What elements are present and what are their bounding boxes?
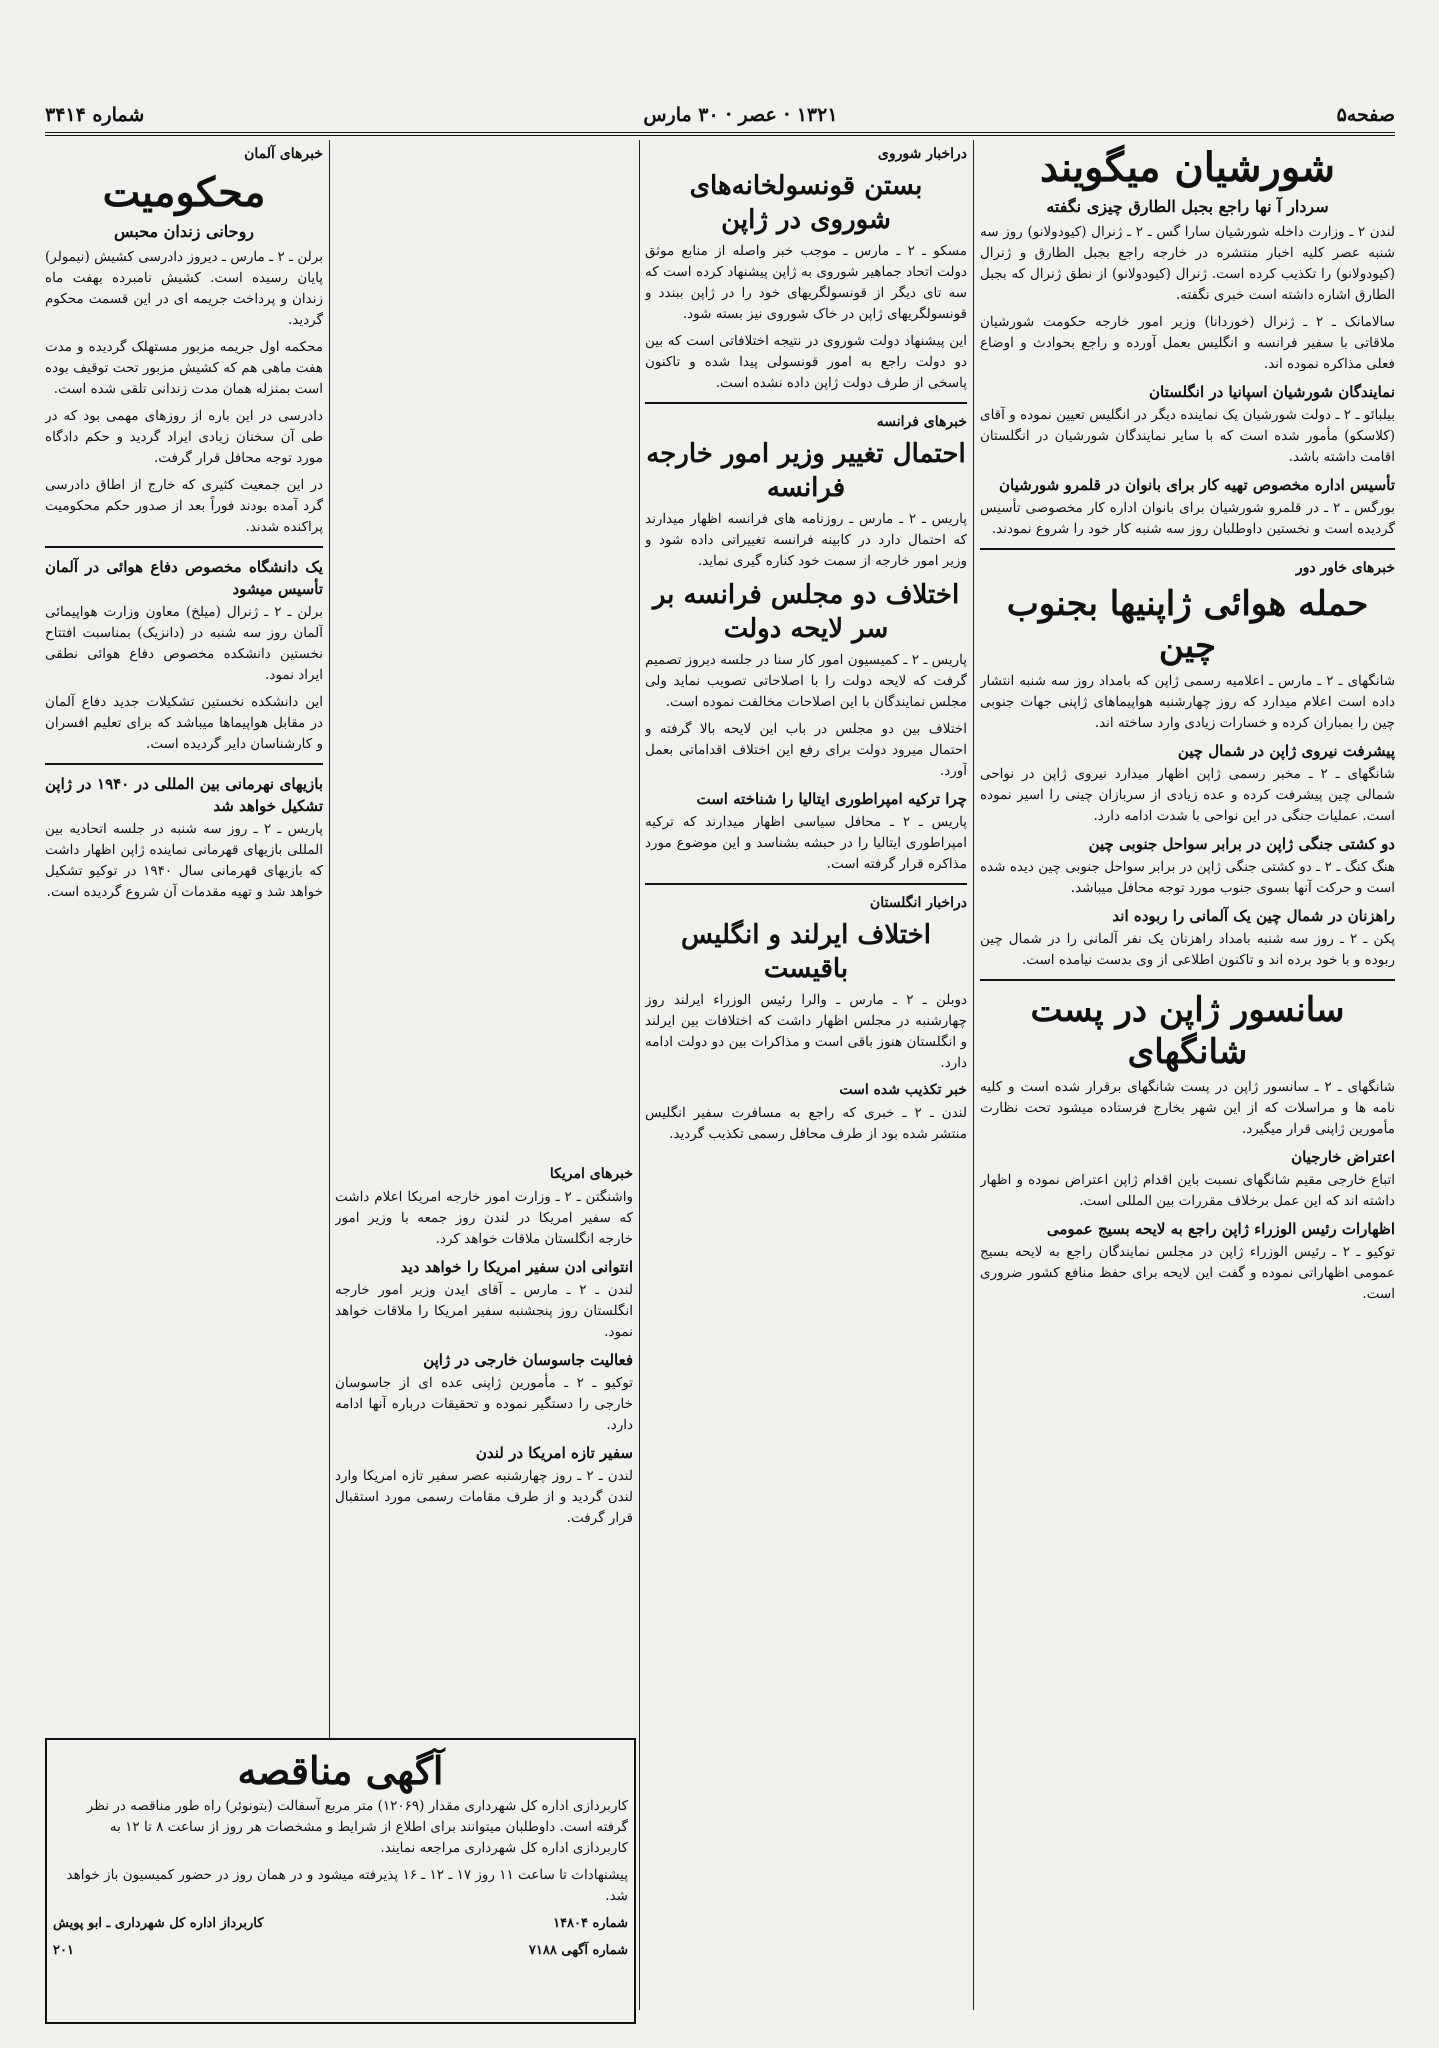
subhead-office: تأسیس اداره مخصوص تهیه کار برای بانوان در قلمرو شورشیان <box>998 476 1395 494</box>
section-rule <box>45 546 323 548</box>
masthead <box>45 98 1395 136</box>
subhead-games-1940: بازیهای نهرمانی بین المللی در ۱۹۴۰ در ژاپن تشکیل خواهد شد <box>45 775 323 815</box>
subhead-protest: اعتراض خارجیان <box>1291 1148 1395 1166</box>
headline-ireland: اختلاف ایرلند و انگلیس باقیست <box>681 920 931 984</box>
headline-france-parliament: اختلاف دو مجلس فرانسه بر سر لایحه دولت <box>652 580 960 644</box>
article-text: لندن ۲ ـ وزارت داخله شورشیان سارا گس ـ ۲ ـ ژنرال (کیودولانو) روز سه شنبه عصر کلیه اخبار منتشره در خارجه راجع بجبل الطارق و ژنرال (کیودولانو) را تکذیب کرده است. ژنرال (کیودولانو) از نطق ژنرال که بجبل الطارق اشاره داشته است خبری نگفته. <box>980 224 1395 303</box>
headline-turkey-italy: چرا ترکیه امپراطوری ایتالیا را شناخته است <box>696 790 967 808</box>
headline-rebels: شورشیان میگویند <box>1039 144 1336 191</box>
article-text: دوبلن ـ ۲ ـ مارس ـ والرا رئیس الوزراء ایرلند روز چهارشنبه در مجلس اظهار داشت که اختلافات بین ایرلند و انگلستان هنوز باقی است و مذاکرات بین دو دولت ادامه دارد. <box>645 992 967 1071</box>
article-text: توکیو ـ ۲ ـ مأمورین ژاپنی عده ای از جاسوسان خارجی را دستگیر نموده و تحقیقات درباره آنها ادامه دارد. <box>335 1375 633 1433</box>
article-text: شانگهای ـ ۲ ـ مارس ـ اعلامیه رسمی ژاپن که بامداد روز سه شنبه انتشار داده است اعلام میدارد که روز چهارشنبه هواپیماهای ژاپنی جهات جنوبی چین را بمباران کرده و خسارات زیادی وارد ساخته اند. <box>980 673 1395 731</box>
article-text: دادرسی در این باره از روزهای مهمی بود که در طی آن سخنان زیادی ایراد گردید و حکم دادگاه مورد توجه محافل قرار گرفت. <box>45 408 323 466</box>
column-4 <box>45 140 323 2010</box>
article-text: بیلبائو ـ ۲ ـ دولت شورشیان یک نماینده دیگر در انگلیس تعیین نموده و آقای (کلاسکو) مأمور شده است که با سایر نمایندگان شورشیان در انگلستان اقامت داشته باشد. <box>980 407 1395 465</box>
ad-number: شماره ۱۴۸۰۴ <box>553 1916 628 1931</box>
headline-censorship: سانسور ژاپن در پست شانگهای <box>1030 990 1345 1072</box>
subhead-eden: انتوانی ادن سفیر امریکا را خواهد دید <box>400 1258 633 1276</box>
section-rule <box>645 402 967 404</box>
ad-footer <box>53 1913 628 1934</box>
article-text: واشنگتن ـ ۲ ـ وزارت امور خارجه امریکا اعلام داشت که سفیر امریکا در لندن روز جمعه با وزیر امور خارجه انگلستان ملاقات خواهد کرد. <box>335 1189 633 1247</box>
article-text: برلن ـ ۲ ـ مارس ـ دیروز دادرسی کشیش (نیمولر) پایان رسیده است. کشیش نامبرده بهفت ماه زندان و پرداخت جریمه ای در این قسمت محکوم گردید. <box>45 249 323 328</box>
article-text: شانگهای ـ ۲ ـ سانسور ژاپن در پست شانگهای برقرار شده است و کلیه نامه ها و مراسلات که از این شهر بخارج فرستاده میشود تحت نظارت مأمورین ژاپنی قرار میگیرد. <box>980 1079 1395 1137</box>
section-rule <box>980 548 1395 550</box>
subhead-bandits: راهزنان در شمال چین یک آلمانی را ربوده اند <box>1112 907 1395 925</box>
section-rule <box>45 763 323 765</box>
section-kicker: خبرهای خاور دور <box>1295 560 1395 576</box>
page-number: صفحه۵ <box>1336 104 1395 126</box>
article-text: لندن ـ ۲ ـ روز چهارشنبه عصر سفیر تازه امریکا وارد لندن گردید و از طرف مقامات رسمی مورد استقبال قرار گرفت. <box>335 1468 633 1526</box>
article-text: پکن ـ ۲ ـ روز سه شنبه بامداد راهزنان یک نفر آلمانی را در شمال چین ربوده و با خود برده اند و تاکنون اطلاعی از وی بدست نیامده است. <box>980 931 1395 968</box>
article-text: توکیو ـ ۲ ـ رئیس الوزراء ژاپن در مجلس نمایندگان راجع به لایحه بسیج عمومی اظهاراتی نموده و گفت این لایحه برای حفظ منافع کشور ضروری است. <box>980 1244 1395 1302</box>
headline-conviction: محکومیت <box>102 169 266 216</box>
ad-code: ۲۰۱ <box>53 1943 74 1958</box>
column-divider <box>329 140 330 2010</box>
subhead-warships: دو کشتی جنگی ژاپن در برابر سواحل جنوبی چین <box>1088 835 1395 853</box>
column-2 <box>645 140 967 2010</box>
article-text: این پیشنهاد دولت شوروی در نتیجه اختلافاتی است که بین دو دولت راجع به امور قونسولی پیدا شده و تاکنون پاسخی از طرف دولت ژاپن داده نشده است. <box>645 333 967 391</box>
section-kicker: خبرهای امریکا <box>549 1166 633 1182</box>
article-text: لندن ـ ۲ ـ مارس ـ آقای ایدن وزیر امور خارجه انگلستان روز پنجشنبه سفیر امریکا را ملاقات خواهد نمود. <box>335 1282 633 1340</box>
subhead-spies: فعالیت جاسوسان خارجی در ژاپن <box>423 1351 633 1369</box>
article-text: پاریس ـ ۲ ـ کمیسیون امور کار سنا در جلسه دیروز تصمیم گرفت که لایحه دولت را با اصلاحاتی تصویب نماید ولی مجلس نمایندگان با این اصلاحات مخالفت نموده است. <box>645 652 967 710</box>
ad-footer <box>53 1940 628 1961</box>
section-kicker: خبر تکذیب شده است <box>839 1082 967 1098</box>
ad-title: آگهی مناقصه <box>237 1748 444 1793</box>
column-3 <box>335 140 633 2010</box>
article-text: محکمه اول جریمه مزبور مستهلک گردیده و مدت هفت ماهی هم که کشیش مزبور تحت توقیف بوده است بمنزله همان مدت زندانی تلقی شده است. <box>45 339 323 397</box>
article-text: پاریس ـ ۲ ـ روز سه شنبه در جلسه اتحادیه بین المللی بازیهای قهرمانی نماینده ژاپن اظهار داشت که بازیهای قهرمانی سال ۱۹۴۰ در توکیو تشکیل خواهد شد و تهیه مقدمات آن شروع گردیده است. <box>45 821 323 900</box>
section-kicker: خبرهای آلمان <box>244 146 323 162</box>
headline-france-minister: احتمال تغییر وزیر امور خارجه فرانسه <box>646 439 966 503</box>
tender-ad <box>45 1738 636 2024</box>
headline-consulates: بستن قونسولخانه‌های شوروی در ژاپن <box>689 171 923 235</box>
article-text: سالامانک ـ ۲ ـ ژنرال (خوردانا) وزیر امور خارجه حکومت شورشیان ملاقاتی با سفیر فرانسه و انگلیس بعمل آورده و راجع بحوادث و اوضاع فعلی مذاکره نموده اند. <box>980 314 1395 372</box>
ad-body: کاربردازی اداره کل شهرداری مقدار (۱۲۰۶۹) متر مربع آسفالت (بتونوئر) راه طور مناقصه در نظر گرفته است. داوطلبان میتوانند برای اطلاع از شرایط و مشخصات هر روز از ساعت ۸ تا ۱۲ به کاربردازی اداره کل شهرداری مراجعه نمایند. <box>86 1798 628 1856</box>
section-rule <box>645 883 967 885</box>
article-text: لندن ـ ۲ ـ خبری که راجع به مسافرت سفیر انگلیس منتشر شده بود از طرف محافل رسمی تکذیب گردید. <box>645 1105 967 1142</box>
article-text: پاریس ـ ۲ ـ مارس ـ روزنامه های فرانسه اظهار میدارند که احتمال دارد در کابینه فرانسه تغییراتی داده شود و وزیر امور خارجه از سمت خود کناره گیری نماید. <box>645 511 967 569</box>
subhead-rebels: سردار آ نها راجع بجبل الطارق چیزی نگفته <box>1046 197 1329 216</box>
headline-air-attack: حمله هوائی ژاپنیها بجنوب چین <box>1006 584 1369 666</box>
section-kicker: دراخبار انگلستان <box>869 895 967 911</box>
section-rule <box>980 979 1395 981</box>
subhead-ambassador: سفیر تازه امریکا در لندن <box>475 1444 633 1462</box>
subhead-pm: اظهارات رئیس الوزراء ژاپن راجع به لایحه بسیج عمومی <box>1046 1220 1395 1238</box>
subhead-reps: نمایندگان شورشیان اسپانیا در انگلستان <box>1149 383 1395 401</box>
article-text: مسکو ـ ۲ ـ مارس ـ موجب خبر واصله از منابع موثق دولت اتحاد جماهیر شوروی به ژاپن پیشنهاد کرده است که سه تای دیگر از قونسولگریهای خود را در ژاپن ببندد و قونسولگریهای ژاپن در خاک شوروی نیز بسته شود. <box>645 243 967 322</box>
article-text: شانگهای ـ ۲ ـ مخبر رسمی ژاپن اظهار میدارد نیروی ژاپن در نواحی شمالی چین پیشرفت کرده و عده زیادی از سربازان چینی را اسیر نموده است. عملیات جنگی در این نواحی با شدت ادامه دارد. <box>980 766 1395 824</box>
subhead-air-defense: یک دانشگاه مخصوص دفاع هوائی در آلمان تأسیس میشود <box>45 558 323 598</box>
ad-signature: کاربرداز اداره کل شهرداری ـ ابو پویش <box>53 1916 264 1931</box>
ad-number: شماره آگهی ۷۱۸۸ <box>528 1943 628 1958</box>
subhead-conviction: روحانی زندان محبس <box>113 222 255 241</box>
column-divider <box>639 140 640 2010</box>
subhead-advance: پیشرفت نیروی ژاپن در شمال چین <box>1177 742 1395 760</box>
section-kicker: دراخبار شوروی <box>877 146 967 162</box>
date-line: ۱۳۲۱ · عصر · ۳۰ مارس <box>643 104 838 126</box>
section-kicker: خبرهای فرانسه <box>876 414 967 430</box>
column-1 <box>980 140 1395 2010</box>
article-text: پاریس ـ ۲ ـ محافل سیاسی اظهار میدارند که ترکیه امپراطوری ایتالیا را در حبشه بشناسد و این موضوع مورد مذاکره قرار گرفته است. <box>645 814 967 872</box>
article-text: بورگس ـ ۲ ـ در قلمرو شورشیان برای بانوان اداره کار مخصوصی تأسیس گردیده است و نخستین داوطلبان روز سه شنبه کار خود را شروع نمودند. <box>980 500 1395 537</box>
article-text: این دانشکده نخستین تشکیلات جدید دفاع آلمان در مقابل هواپیماها میباشد که برای تعلیم افسران و کارشناسان دایر گردیده است. <box>45 694 323 752</box>
article-text: هنگ کنگ ـ ۲ ـ دو کشتی جنگی ژاپن در برابر سواحل جنوبی چین دیده شده است و حرکت آنها بسوی جنوب مورد توجه محافل میباشد. <box>980 859 1395 896</box>
article-text: برلن ـ ۲ ـ ژنرال (میلخ) معاون وزارت هواپیمائی آلمان روز سه شنبه در (دانزیک) بمناسبت افتتاح نخستین دانشکده مخصوص دفاع هوائی نطقی ایراد نمود. <box>45 604 323 683</box>
article-text: در این جمعیت کثیری که خارج از اطاق دادرسی گرد آمده بودند فوراً بعد از صدور حکم محکومیت پراکنده شدند. <box>45 477 323 535</box>
issue-number: شماره ۳۴۱۴ <box>45 104 145 126</box>
article-text: اتباع خارجی مقیم شانگهای نسبت باین اقدام ژاپن اعتراض نموده و اظهار داشته اند که این عمل برخلاف مقررات بین المللی است. <box>980 1172 1395 1209</box>
ad-body: پیشنهادات تا ساعت ۱۱ روز ۱۷ ـ ۱۲ ـ ۱۶ پذیرفته میشود و در همان روز در حضور کمیسیون باز خواهد شد. <box>66 1867 628 1904</box>
article-text: اختلاف بین دو مجلس در باب این لایحه بالا گرفته و احتمال میرود دولت برای رفع این اختلاف اقداماتی بعمل آورد. <box>645 721 967 779</box>
column-divider <box>973 140 974 2010</box>
